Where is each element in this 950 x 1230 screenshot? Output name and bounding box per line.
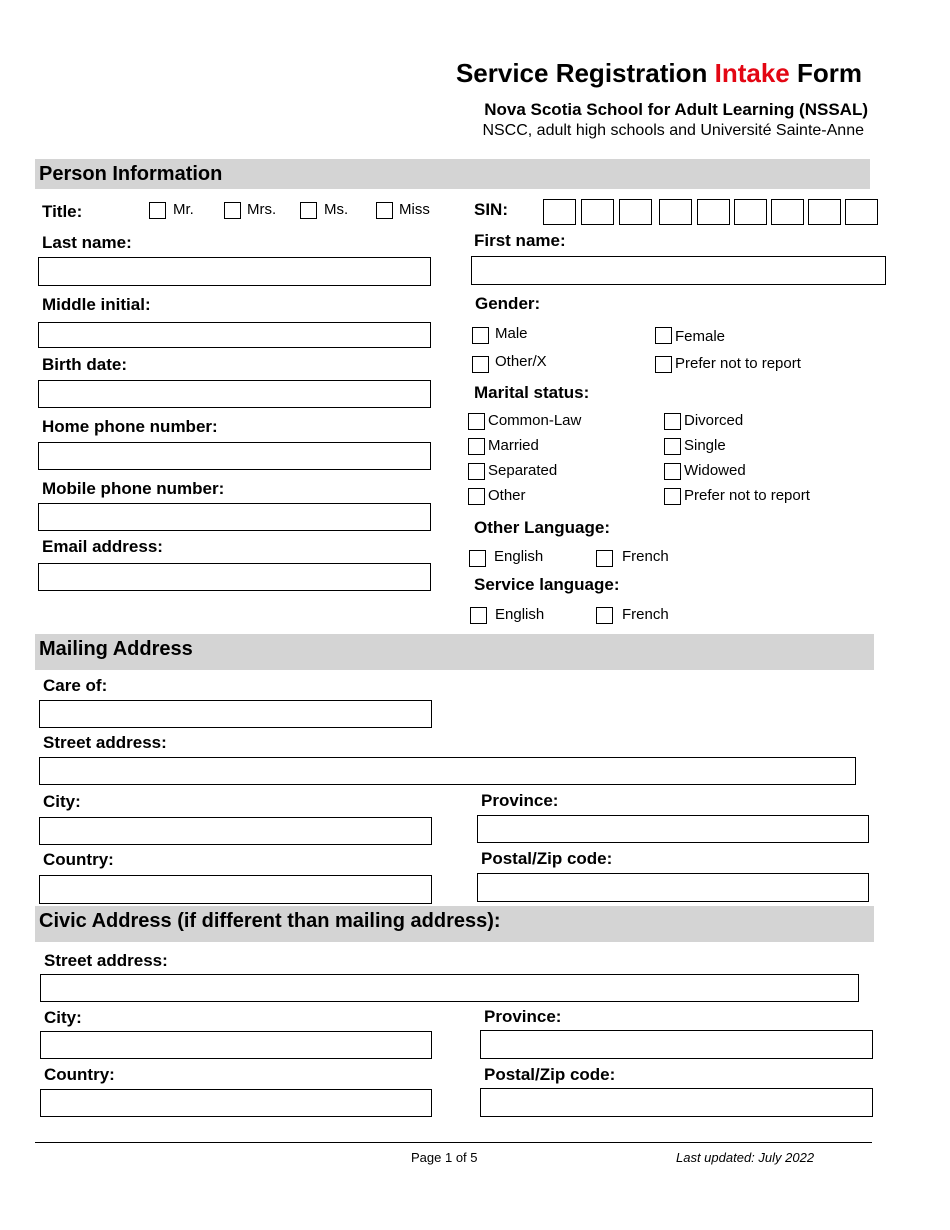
footer-rule [35, 1142, 872, 1143]
marital-widowed-checkbox[interactable] [664, 463, 681, 480]
page-number: Page 1 of 5 [411, 1150, 478, 1165]
form-title: Service Registration Intake Form [455, 58, 862, 88]
civic-province-label: Province: [484, 1007, 562, 1026]
title-mrs-checkbox[interactable] [224, 202, 241, 219]
sin-digit-box[interactable] [619, 199, 652, 225]
sin-digit-box[interactable] [734, 199, 767, 225]
mailing-city-label: City: [43, 792, 81, 811]
title-miss-label: Miss [399, 201, 430, 218]
middle-initial-field[interactable] [38, 322, 431, 348]
mailing-city-field[interactable] [39, 817, 432, 845]
marital-single-checkbox[interactable] [664, 438, 681, 455]
marital-married-checkbox[interactable] [468, 438, 485, 455]
sin-digit-box[interactable] [771, 199, 804, 225]
sin-digit-box[interactable] [845, 199, 878, 225]
marital-prefer-not-checkbox[interactable] [664, 488, 681, 505]
gender-male-label: Male [495, 325, 528, 342]
marital-separated-label: Separated [488, 462, 558, 479]
first-name-label: First name: [474, 231, 566, 250]
marital-other-label: Other [488, 487, 526, 504]
mailing-country-field[interactable] [39, 875, 432, 904]
mobile-phone-label: Mobile phone number: [42, 479, 225, 498]
partner-institutions: NSCC, adult high schools and Université Sainte-Anne [482, 122, 864, 139]
marital-common-law-label: Common-Law [488, 412, 582, 429]
civic-street-label: Street address: [44, 951, 168, 970]
title-mr-label: Mr. [173, 201, 194, 218]
gender-female-checkbox[interactable] [655, 327, 672, 344]
home-phone-label: Home phone number: [42, 417, 218, 436]
last-name-label: Last name: [42, 233, 132, 252]
marital-prefer-not-label: Prefer not to report [684, 487, 810, 504]
civic-city-label: City: [44, 1008, 82, 1027]
gender-prefer-not-checkbox[interactable] [655, 356, 672, 373]
organization-name: Nova Scotia School for Adult Learning (NSSAL) [484, 100, 868, 119]
middle-initial-label: Middle initial: [42, 295, 151, 314]
service-language-english-checkbox[interactable] [470, 607, 487, 624]
other-language-french-label: French [622, 548, 669, 565]
civic-province-field[interactable] [480, 1030, 873, 1059]
title-mrs-label: Mrs. [247, 201, 277, 218]
marital-married-label: Married [488, 437, 539, 454]
title-miss-checkbox[interactable] [376, 202, 393, 219]
civic-country-field[interactable] [40, 1089, 432, 1117]
sin-digit-box[interactable] [808, 199, 841, 225]
care-of-label: Care of: [43, 676, 108, 695]
mobile-phone-field[interactable] [38, 503, 431, 531]
civic-city-field[interactable] [40, 1031, 432, 1059]
marital-status-label: Marital status: [474, 383, 590, 402]
birth-date-label: Birth date: [42, 355, 127, 374]
marital-single-label: Single [684, 437, 726, 454]
mailing-province-label: Province: [481, 791, 559, 810]
title-mr-checkbox[interactable] [149, 202, 166, 219]
last-updated: Last updated: July 2022 [676, 1150, 815, 1165]
other-language-label: Other Language: [474, 518, 611, 537]
mailing-street-field[interactable] [39, 757, 856, 785]
civic-country-label: Country: [44, 1065, 115, 1084]
home-phone-field[interactable] [38, 442, 431, 470]
other-language-english-checkbox[interactable] [469, 550, 486, 567]
last-name-field[interactable] [38, 257, 431, 286]
gender-other-label: Other/X [495, 353, 547, 370]
service-language-english-label: English [495, 606, 545, 623]
civic-postal-label: Postal/Zip code: [484, 1065, 616, 1084]
section-person-information: Person Information [35, 159, 870, 189]
birth-date-field[interactable] [38, 380, 431, 408]
marital-separated-checkbox[interactable] [468, 463, 485, 480]
mailing-country-label: Country: [43, 850, 114, 869]
mailing-province-field[interactable] [477, 815, 869, 843]
marital-divorced-checkbox[interactable] [664, 413, 681, 430]
service-language-french-checkbox[interactable] [596, 607, 613, 624]
marital-divorced-label: Divorced [684, 412, 744, 429]
sin-digit-box[interactable] [697, 199, 730, 225]
care-of-field[interactable] [39, 700, 432, 728]
section-mailing-address: Mailing Address [35, 634, 874, 670]
first-name-field[interactable] [471, 256, 886, 285]
service-language-french-label: French [622, 606, 669, 623]
sin-digit-box[interactable] [659, 199, 692, 225]
email-label: Email address: [42, 537, 163, 556]
title-ms-checkbox[interactable] [300, 202, 317, 219]
sin-digit-box[interactable] [581, 199, 614, 225]
mailing-postal-label: Postal/Zip code: [481, 849, 613, 868]
section-civic-address: Civic Address (if different than mailing address): [35, 906, 874, 942]
sin-digit-box[interactable] [543, 199, 576, 225]
service-language-label: Service language: [474, 575, 620, 594]
gender-male-checkbox[interactable] [472, 327, 489, 344]
gender-label: Gender: [475, 294, 541, 313]
sin-label: SIN: [474, 200, 508, 219]
gender-female-label: Female [675, 328, 726, 345]
other-language-french-checkbox[interactable] [596, 550, 613, 567]
title-ms-label: Ms. [324, 201, 349, 218]
gender-other-checkbox[interactable] [472, 356, 489, 373]
email-field[interactable] [38, 563, 431, 591]
title-highlight: Intake [714, 58, 790, 88]
civic-street-field[interactable] [40, 974, 859, 1002]
title-label: Title: [42, 202, 83, 221]
mailing-postal-field[interactable] [477, 873, 869, 902]
civic-postal-field[interactable] [480, 1088, 873, 1117]
marital-other-checkbox[interactable] [468, 488, 485, 505]
other-language-english-label: English [494, 548, 544, 565]
marital-common-law-checkbox[interactable] [468, 413, 485, 430]
mailing-street-label: Street address: [43, 733, 167, 752]
gender-prefer-not-label: Prefer not to report [675, 355, 801, 372]
marital-widowed-label: Widowed [684, 462, 746, 479]
